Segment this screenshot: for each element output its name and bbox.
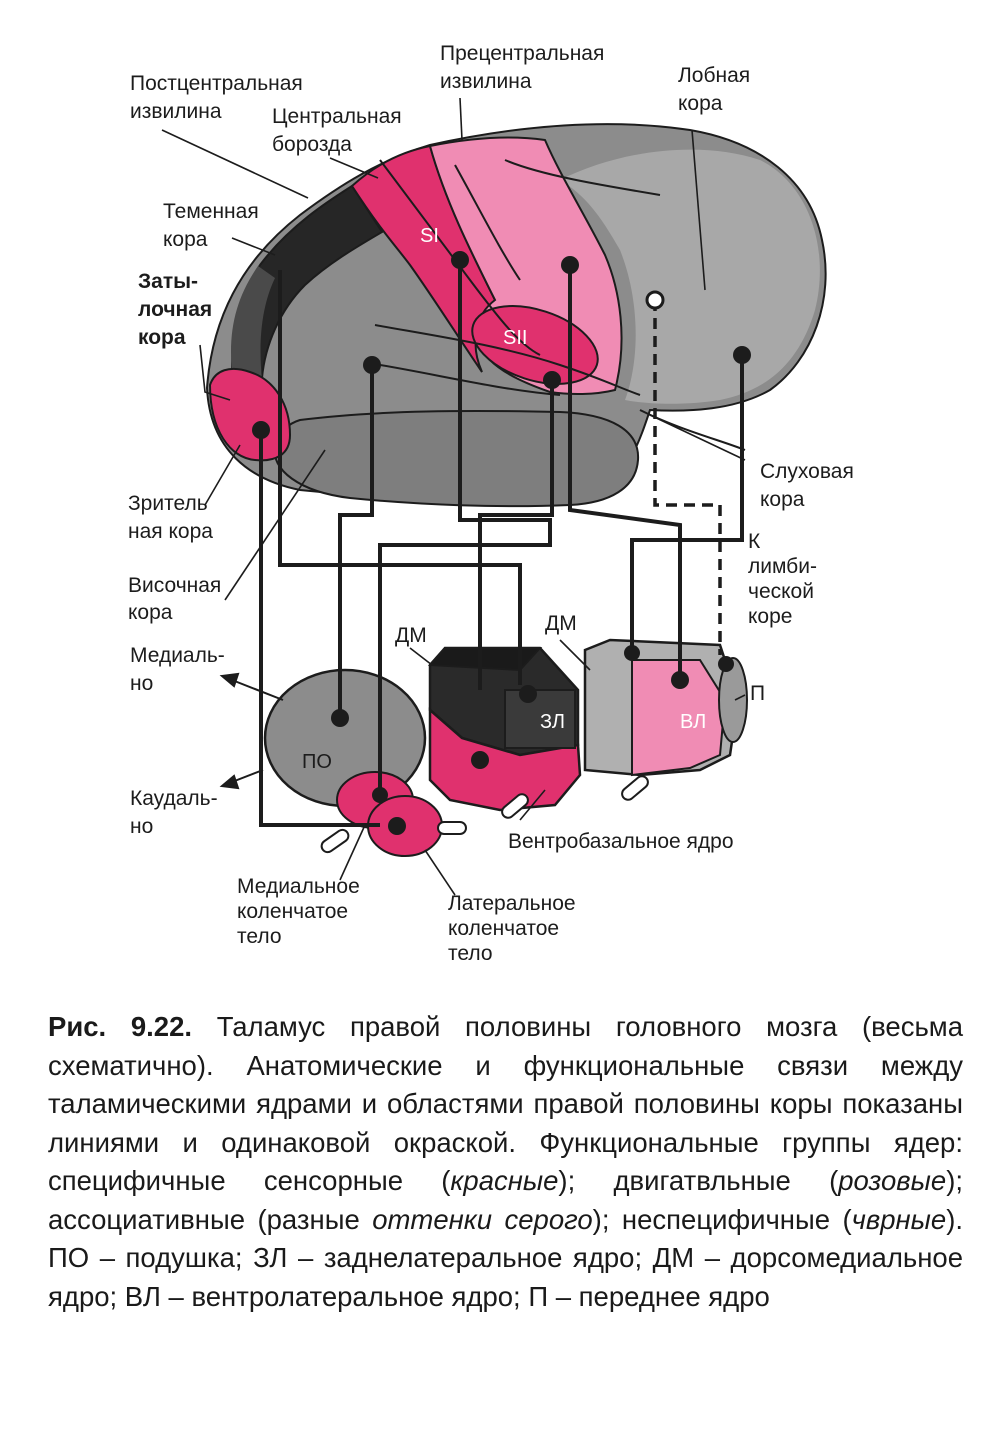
medially-label: Медиаль- но bbox=[130, 644, 225, 695]
medial-geniculate-label: Медиальное коленчатое тело bbox=[237, 875, 360, 948]
si-tag: SI bbox=[420, 225, 439, 247]
limbic-open-dot bbox=[647, 292, 663, 308]
ventrobasal-label: Вентробазальное ядро bbox=[508, 830, 734, 853]
caudally-label: Каудаль- но bbox=[130, 787, 218, 838]
vl-tag: ВЛ bbox=[680, 711, 707, 733]
parietal-cortex-label: Теменная кора bbox=[163, 200, 259, 251]
temporal-cortex-area bbox=[274, 411, 638, 506]
dm-nucleus-top bbox=[430, 648, 540, 670]
caption-red: красные bbox=[450, 1165, 559, 1196]
caption-black: чврные bbox=[851, 1203, 947, 1235]
lateral-geniculate-label: Латеральное коленчатое тело bbox=[448, 892, 576, 965]
to-limbic-cortex-label: К лимби- ческой коре bbox=[748, 530, 817, 628]
visual-cortex-label: Зритель ная кора bbox=[128, 492, 213, 543]
figure-number: Рис. 9.22. bbox=[48, 1011, 193, 1042]
frontal-cortex-label: Лобная кора bbox=[678, 64, 751, 115]
figure-caption bbox=[48, 1008, 963, 1316]
caption-text-5: ). ПО – подушка; ЗЛ – заднелатеральное ядро; ДМ – дорсомедиальное ядро; ВЛ – вентролатеральное ядро; П – переднее ядро bbox=[48, 1203, 963, 1312]
precentral-gyrus-label: Прецентральная извилина bbox=[440, 42, 605, 93]
auditory-cortex-label: Слуховая кора bbox=[760, 460, 854, 511]
po-tag: ПО bbox=[302, 751, 332, 773]
p-label: П bbox=[750, 682, 766, 705]
dm-right-label: ДМ bbox=[545, 612, 577, 635]
sii-tag: SII bbox=[503, 327, 528, 349]
caption-text-2: ); двигатвльные ( bbox=[558, 1165, 839, 1196]
occipital-cortex-label: Заты- лочная кора bbox=[138, 270, 213, 349]
zl-tag: ЗЛ bbox=[540, 711, 565, 733]
caption-text-3: ); ассоциативные (разные bbox=[48, 1165, 963, 1235]
central-sulcus-label: Центральная борозда bbox=[272, 105, 402, 156]
caption-text-4: ); неспецифичные ( bbox=[592, 1203, 852, 1235]
caption-gray: оттенки серого bbox=[372, 1203, 593, 1235]
postcentral-gyrus-label: Постцентральная извилина bbox=[130, 72, 303, 123]
caption-text-1: Таламус правой половины головного мозга (весьма схематично). Анатомические и функциональные связи между таламическими ядрами и областями правой половины коры показаны линиями и одинаковой окраской. Функциональные группы ядер: специфичные сенсорные ( bbox=[48, 1011, 963, 1196]
caption-pink: розовые bbox=[838, 1165, 947, 1196]
temporal-cortex-label: Височная кора bbox=[128, 574, 222, 624]
dm-left-label: ДМ bbox=[395, 624, 427, 647]
